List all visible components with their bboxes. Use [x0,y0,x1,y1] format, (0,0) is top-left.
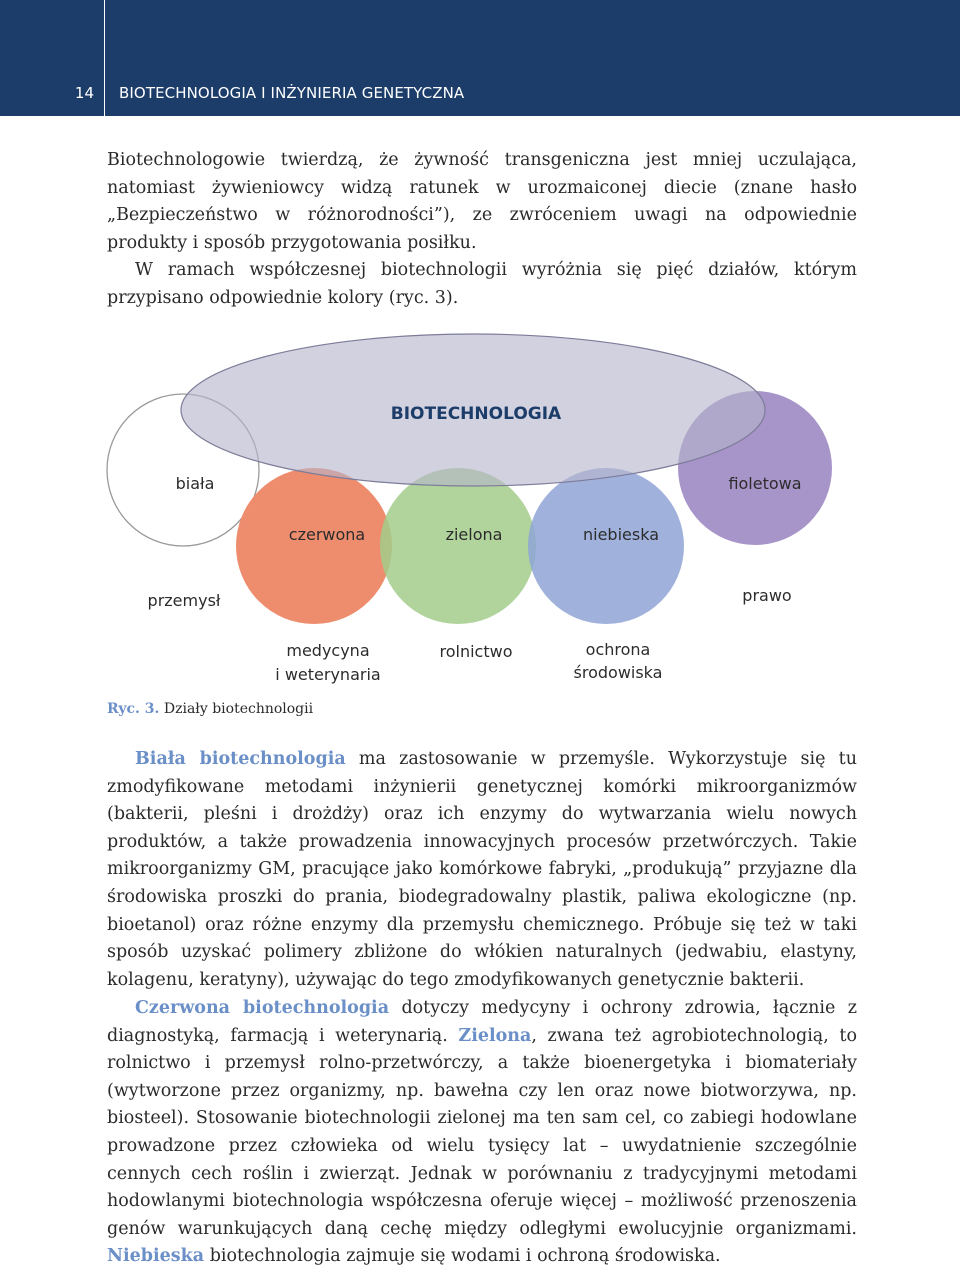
body-text-czerwona: dotyczy medycyny i ochrony zdrowia, łącznie z diagnostyką, farmacją i weterynarią. [107,998,857,1046]
field-prawo: prawo [742,586,792,605]
highlight-zielona: Zielona [458,1025,532,1046]
intro-paragraph-1: Biotechnologowie twierdzą, że żywność transgeniczna jest mniej uczulająca, natomiast żywieniowcy widzą ratunek w urozmaiconej diecie (znane hasło „Bezpieczeństwo w różnorodności”), ze zwróceniem uwagi na odpowiednie produkty i sposób przygotowania posiłku. [107,150,857,253]
circle-czerwona [236,468,392,624]
body-text-niebieska: biotechnologia zajmuje się wodami i ochroną środowiska. [204,1246,721,1267]
chapter-title: BIOTECHNOLOGIA I INŻYNIERIA GENETYCZNA [119,84,465,102]
label-biala: biała [175,474,215,493]
field-przemysl: przemysł [147,591,221,610]
highlight-niebieska: Niebieska [107,1246,205,1267]
label-niebieska: niebieska [583,525,659,544]
caption-label: Ryc. 3. [107,701,160,717]
circle-niebieska [528,468,684,624]
body-text-zielona: , zwana też agrobiotechnologią, to rolnictwo i przemysł rolno-przetwórczy, a także bioenergetyka i biomateriały (wytworzone przez organizmy, np. bawełna czy len oraz nowe biotworzywa, np. biosteel). Stosowanie biotechnologii zielonej ma ten sam cel, co zabiegi hodowlane prowadzone przez człowieka od wielu tysięcy lat – uwydatnienie szczególnie cennych cech roślin i zwierząt. Jednak w porównaniu z tradycyjnymi metodami hodowlanymi biotechnologia współczesna oferuje więcej – możliwość przenoszenia genów warunkujących daną cechę między odległymi ewolucyjnie organizmami. [107,1025,857,1239]
circle-zielona [380,468,536,624]
figure-caption [107,701,313,717]
body-text-biala: ma zastosowanie w przemyśle. Wykorzystuje się tu zmodyfikowane metodami inżynierii genetycznej komórki mikroorganizmów (bakterii, pleśni i drożdży) oraz ich enzymy do wytwarzania wielu nowych produktów, a także prowadzenia innowacyjnych procesów przetwórczych. Takie mikroorganizmy GM, pracujące jako komórkowe fabryki, „produkują” przyjazne dla środowiska proszki do prania, biodegradowalny plastik, paliwa ekologiczne (np. bioetanol) oraz różne enzymy dla przemysłu chemicznego. Próbuje się też w taki sposób uzyskać polimery zbliżone do włókien naturalnych (jedwabiu, elastyny, kolagenu, keratyny), używając do tego zmodyfikowanych genetycznie bakterii. [107,749,857,990]
highlight-czerwona: Czerwona biotechnologia [135,998,390,1018]
page-number: 14 [74,84,94,102]
page-header [0,0,960,116]
body-paragraph-biala [107,746,857,994]
highlight-biala: Biała biotechnologia [135,749,346,769]
label-zielona: zielona [445,525,503,544]
field-ochrona: ochrona [585,640,651,659]
field-rolnictwo: rolnictwo [439,642,513,661]
label-fioletowa: fioletowa [728,474,802,493]
field-medycyna: medycyna [286,641,370,660]
field-srodowiska: środowiska [573,663,663,682]
header-divider [104,0,105,116]
field-weterynaria: i weterynaria [275,665,381,684]
biotech-diagram [0,330,960,700]
diagram-title: BIOTECHNOLOGIA [390,404,562,424]
label-czerwona: czerwona [288,525,366,544]
intro-paragraph-2: W ramach współczesnej biotechnologii wyróżnia się pięć działów, którym przypisano odpowiednie kolory (ryc. 3). [107,260,857,308]
caption-text: Działy biotechnologii [163,701,314,717]
body-paragraph-czerwona [107,995,857,1271]
